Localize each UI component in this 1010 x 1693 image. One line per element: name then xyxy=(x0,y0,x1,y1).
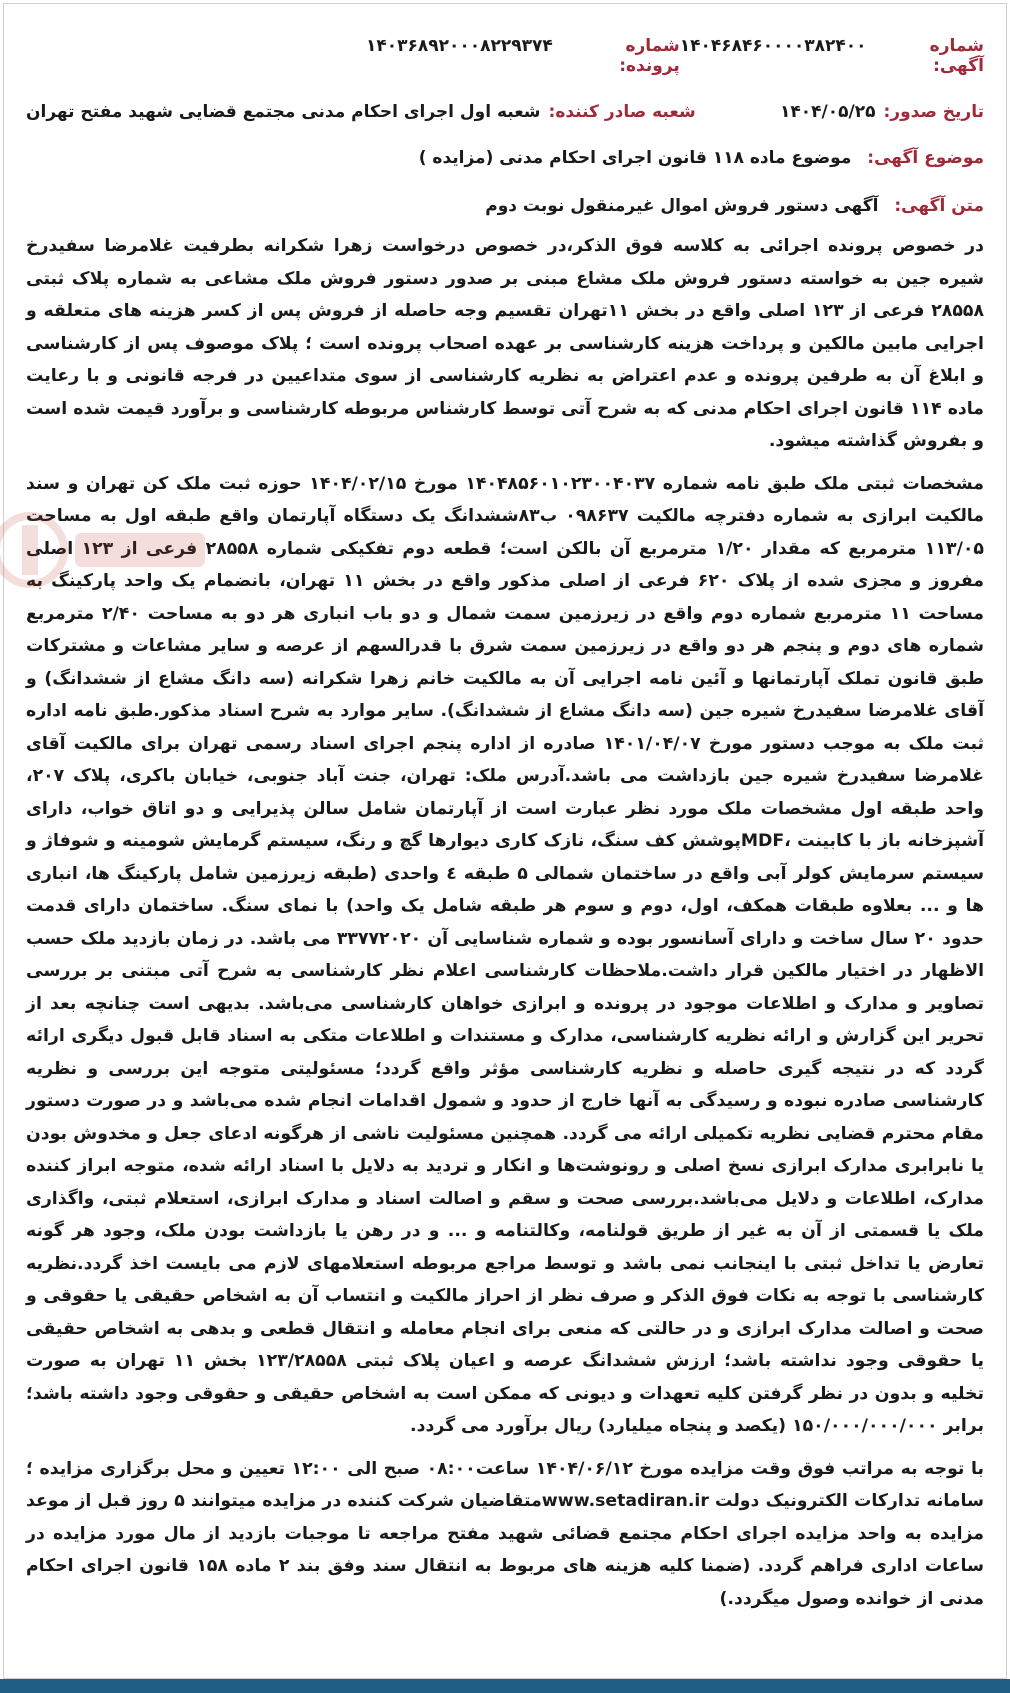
case-number xyxy=(366,36,680,76)
notice-document xyxy=(26,36,984,1625)
issuing-branch-value: شعبه اول اجرای احکام مدنی مجتمع قضایی شهید مفتح تهران xyxy=(26,102,541,122)
notice-text-value: آگهی دستور فروش اموال غیرمنقول نوبت دوم xyxy=(485,196,879,216)
body-paragraph-intro: در خصوص پرونده اجرائی به کلاسه فوق الذکر،در خصوص درخواست زهرا شکرانه بطرفیت غلامرضا سفیدرخ شیره جین به خواسته دستور فروش ملک مشاع مبنی بر صدور دستور فروش ملک مشاعی به شماره پلاک ثبتی ۲۸۵۵۸ فرعی از ۱۲۳ اصلی واقع در بخش ۱۱تهران تقسیم وجه حاصله از فروش پس از کسر هزینه های متعلقه و اجرایی مابین مالکین و پرداخت هزینه کارشناسی بر عهده اصحاب پرونده است ؛ پلاک موصوف پس از کارشناسی و ابلاغ آن به طرفین پرونده و عدم اعتراض به نظریه کارشناسی از سوی متداعیین در فرجه قانونی و با رعایت ماده ۱۱۴ قانون اجرای احکام مدنی که به شرح آتی توسط کارشناس مربوطه کارشناسی و برآورد قیمت شده است و بفروش گذاشته میشود. xyxy=(26,236,984,451)
case-number-label: شماره پرونده: xyxy=(619,36,680,76)
issue-date xyxy=(780,102,984,122)
issuing-branch-label: شعبه صادر کننده: xyxy=(548,102,696,122)
issuing-branch xyxy=(26,102,696,122)
issue-date-value: ۱۴۰۴/۰۵/۲۵ xyxy=(780,102,876,122)
notice-number xyxy=(680,36,984,76)
notice-text-label: متن آگهی: xyxy=(894,196,984,216)
case-number-value: ۱۴۰۳۶۸۹۲۰۰۰۸۲۲۹۳۷۴ xyxy=(366,36,553,56)
meta-row-second xyxy=(26,102,984,122)
notice-body xyxy=(26,230,984,1615)
notice-subject-label: موضوع آگهی: xyxy=(867,148,984,168)
notice-subject-value: موضوع ماده ۱۱۸ قانون اجرای احکام مدنی (مزایده ) xyxy=(418,148,852,168)
issue-date-label: تاریخ صدور: xyxy=(883,102,984,122)
bottom-bar xyxy=(0,1679,1010,1693)
notice-text-title xyxy=(26,196,984,216)
body-paragraph-auction-time: با توجه به مراتب فوق وقت مزایده مورخ ۱۴۰۴/۰۶/۱۲ ساعت۰۸:۰۰ صبح الی ۱۲:۰۰ تعیین و محل برگزاری مزایده ؛سامانه تدارکات الکترونیک دولت www.setadiran.irمتقاضیان شرکت کننده در مزایده میتوانند ۵ روز قبل از موعد مزایده به واحد مزایده اجرای احکام مجتمع قضائی شهید مفتح مراجعه تا موجبات بازدید از مال مورد مزایده در ساعات اداری فراهم گردد. (ضمنا کلیه هزینه های مربوط به انتقال سند وفق بند ۲ ماده ۱۵۸ قانون اجرای احکام مدنی از خوانده وصول میگردد.) xyxy=(26,1458,985,1609)
notice-number-label: شماره آگهی: xyxy=(929,36,984,76)
notice-number-value: ۱۴۰۴۶۸۴۶۰۰۰۰۳۸۲۴۰۰ xyxy=(679,36,867,56)
notice-subject xyxy=(26,148,984,168)
meta-row-top xyxy=(26,36,984,76)
body-paragraph-property-details: مشخصات ثبتی ملک طبق نامه شماره ۱۴۰۴۸۵۶۰۱۰۲۳۰۰۴۰۳۷ مورخ ۱۴۰۴/۰۲/۱۵ حوزه ثبت ملک کن تهران و سند مالکیت ابرازی به شماره دفترچه مالکیت ۰۹۸۶۳۷ ب۸۳ششدانگ یک دستگاه آپارتمان واقع طبقه اول به مساحت ۱۱۳/۰۵ مترمربع که مقدار ۱/۲۰ مترمربع آن بالکن است؛ قطعه دوم تفکیکی شماره ۲۸۵۵۸ فرعی از ۱۲۳ اصلی مفروز و مجزی شده از پلاک ۶۲۰ فرعی از اصلی مذکور واقع در بخش ۱۱ تهران، بانضمام یک واحد پارکینگ به مساحت ۱۱ مترمربع شماره دوم واقع در زیرزمین سمت شمال و دو باب انباری هر دو به مساحت ۲/۴۰ مترمربع شماره های دوم و پنجم هر دو واقع در زیرزمین سمت شرق با قدرالسهم از عرصه و سایر مشاعات و مشترکات طبق قانون تملک آپارتمانها و آئین نامه اجرایی آن به مالکیت خانم زهرا شکرانه (سه دانگ مشاع از ششدانگ) و آقای غلامرضا سفیدرخ شیره جین (سه دانگ مشاع از ششدانگ). سایر موارد به شرح اسناد مذکور.طبق نامه اداره ثبت ملک به موجب دستور مورخ ۱۴۰۱/۰۴/۰۷ صادره از اداره پنجم اجرای اسناد رسمی تهران برای مالکیت آقای غلامرضا سفیدرخ شیره جین بازداشت می باشد.آدرس ملک: تهران، جنت آباد جنوبی، خیابان باکری، پلاک ۲۰۷، واحد طبقه اول مشخصات ملک مورد نظر عبارت است از آپارتمان شامل سالن پذیرایی و دو اتاق خواب، دارای آشپزخانه باز با کابینت ،MDFپوشش کف سنگ، نازک کاری دیوارها گچ و رنگ، سیستم گرمایش شومینه و شوفاژ و سیستم سرمایش کولر آبی واقع در ساختمان شمالی ۵ طبقه ٤ واحدی (طبقه زیرزمین شامل پارکینگ ها، انباری ها و ... بعلاوه طبقات همکف، اول، دوم و سوم هر طبقه شامل یک واحد) با نمای سنگ. ساختمان دارای قدمت حدود ۲۰ سال ساخت و دارای آسانسور بوده و شماره شناسایی آن ۳۳۷۷۲۰۲۰ می باشد. در زمان بازدید ملک حسب الاظهار در اختیار مالکین قرار داشت.ملاحظات کارشناسی اعلام نظر کارشناسی به شرح آتی مبتنی بر بررسی تصاویر و مدارک و اطلاعات موجود در پرونده و ابرازی خواهان کارشناسی می‌باشد. بدیهی است چنانچه بعد از تحریر این گزارش و ارائه نظریه کارشناسی، مدارک و مستندات و اطلاعات متکی به اسناد قابل قبول دیگری ارائه گردد که در نتیجه گیری حاصله و نظریه کارشناسی مؤثر واقع گردد؛ مسئولیتی متوجه این بررسی و نظریه کارشناسی صادره نبوده و رسیدگی به آنها خارج از حدود و شمول اقدامات انجام شده می‌باشد و در صورت دستور مقام محترم قضایی نظریه تکمیلی ارائه می گردد. همچنین مسئولیت ناشی از هرگونه ادعای جعل و مخدوش بودن یا نابرابری مدارک ابرازی نسخ اصلی و رونوشت‌ها و انکار و تردید به دلایل با اسناد ارائه شده، متوجه ابراز کننده مدارک، اطلاعات و دلایل می‌باشد.بررسی صحت و سقم و اصالت اسناد و مدارک ابرازی، استعلام ثبتی، واگذاری ملک یا قسمتی از آن به غیر از طریق قولنامه، وکالتنامه و ... و در رهن یا بازداشت بودن ملک، وجود هر گونه تعارض یا تداخل ثبتی با اینجانب نمی باشد و توسط مراجع مربوطه استعلامهای لازم می بایست اخذ گردد.نظریه کارشناسی با توجه به نکات فوق الذکر و صرف نظر از احراز مالکیت و انتساب آن به اشخاص حقیقی یا حقوقی و صحت و اصالت مدارک ابرازی و در حالتی که منعی برای انجام معامله و انتقال قطعی و بدهی به اشخاص حقیقی یا حقوقی وجود نداشته باشد؛ ارزش ششدانگ عرصه و اعیان پلاک ثبتی ۱۲۳/۲۸۵۵۸ بخش ۱۱ تهران به صورت تخلیه و بدون در نظر گرفتن کلیه تعهدات و دیونی که ممکن است به اشخاص حقیقی و حقوقی وجود داشته باشد؛ برابر ۱۵۰/۰۰۰/۰۰۰/۰۰۰ (یکصد و پنجاه میلیارد) ریال برآورد می گردد. xyxy=(26,473,985,1436)
